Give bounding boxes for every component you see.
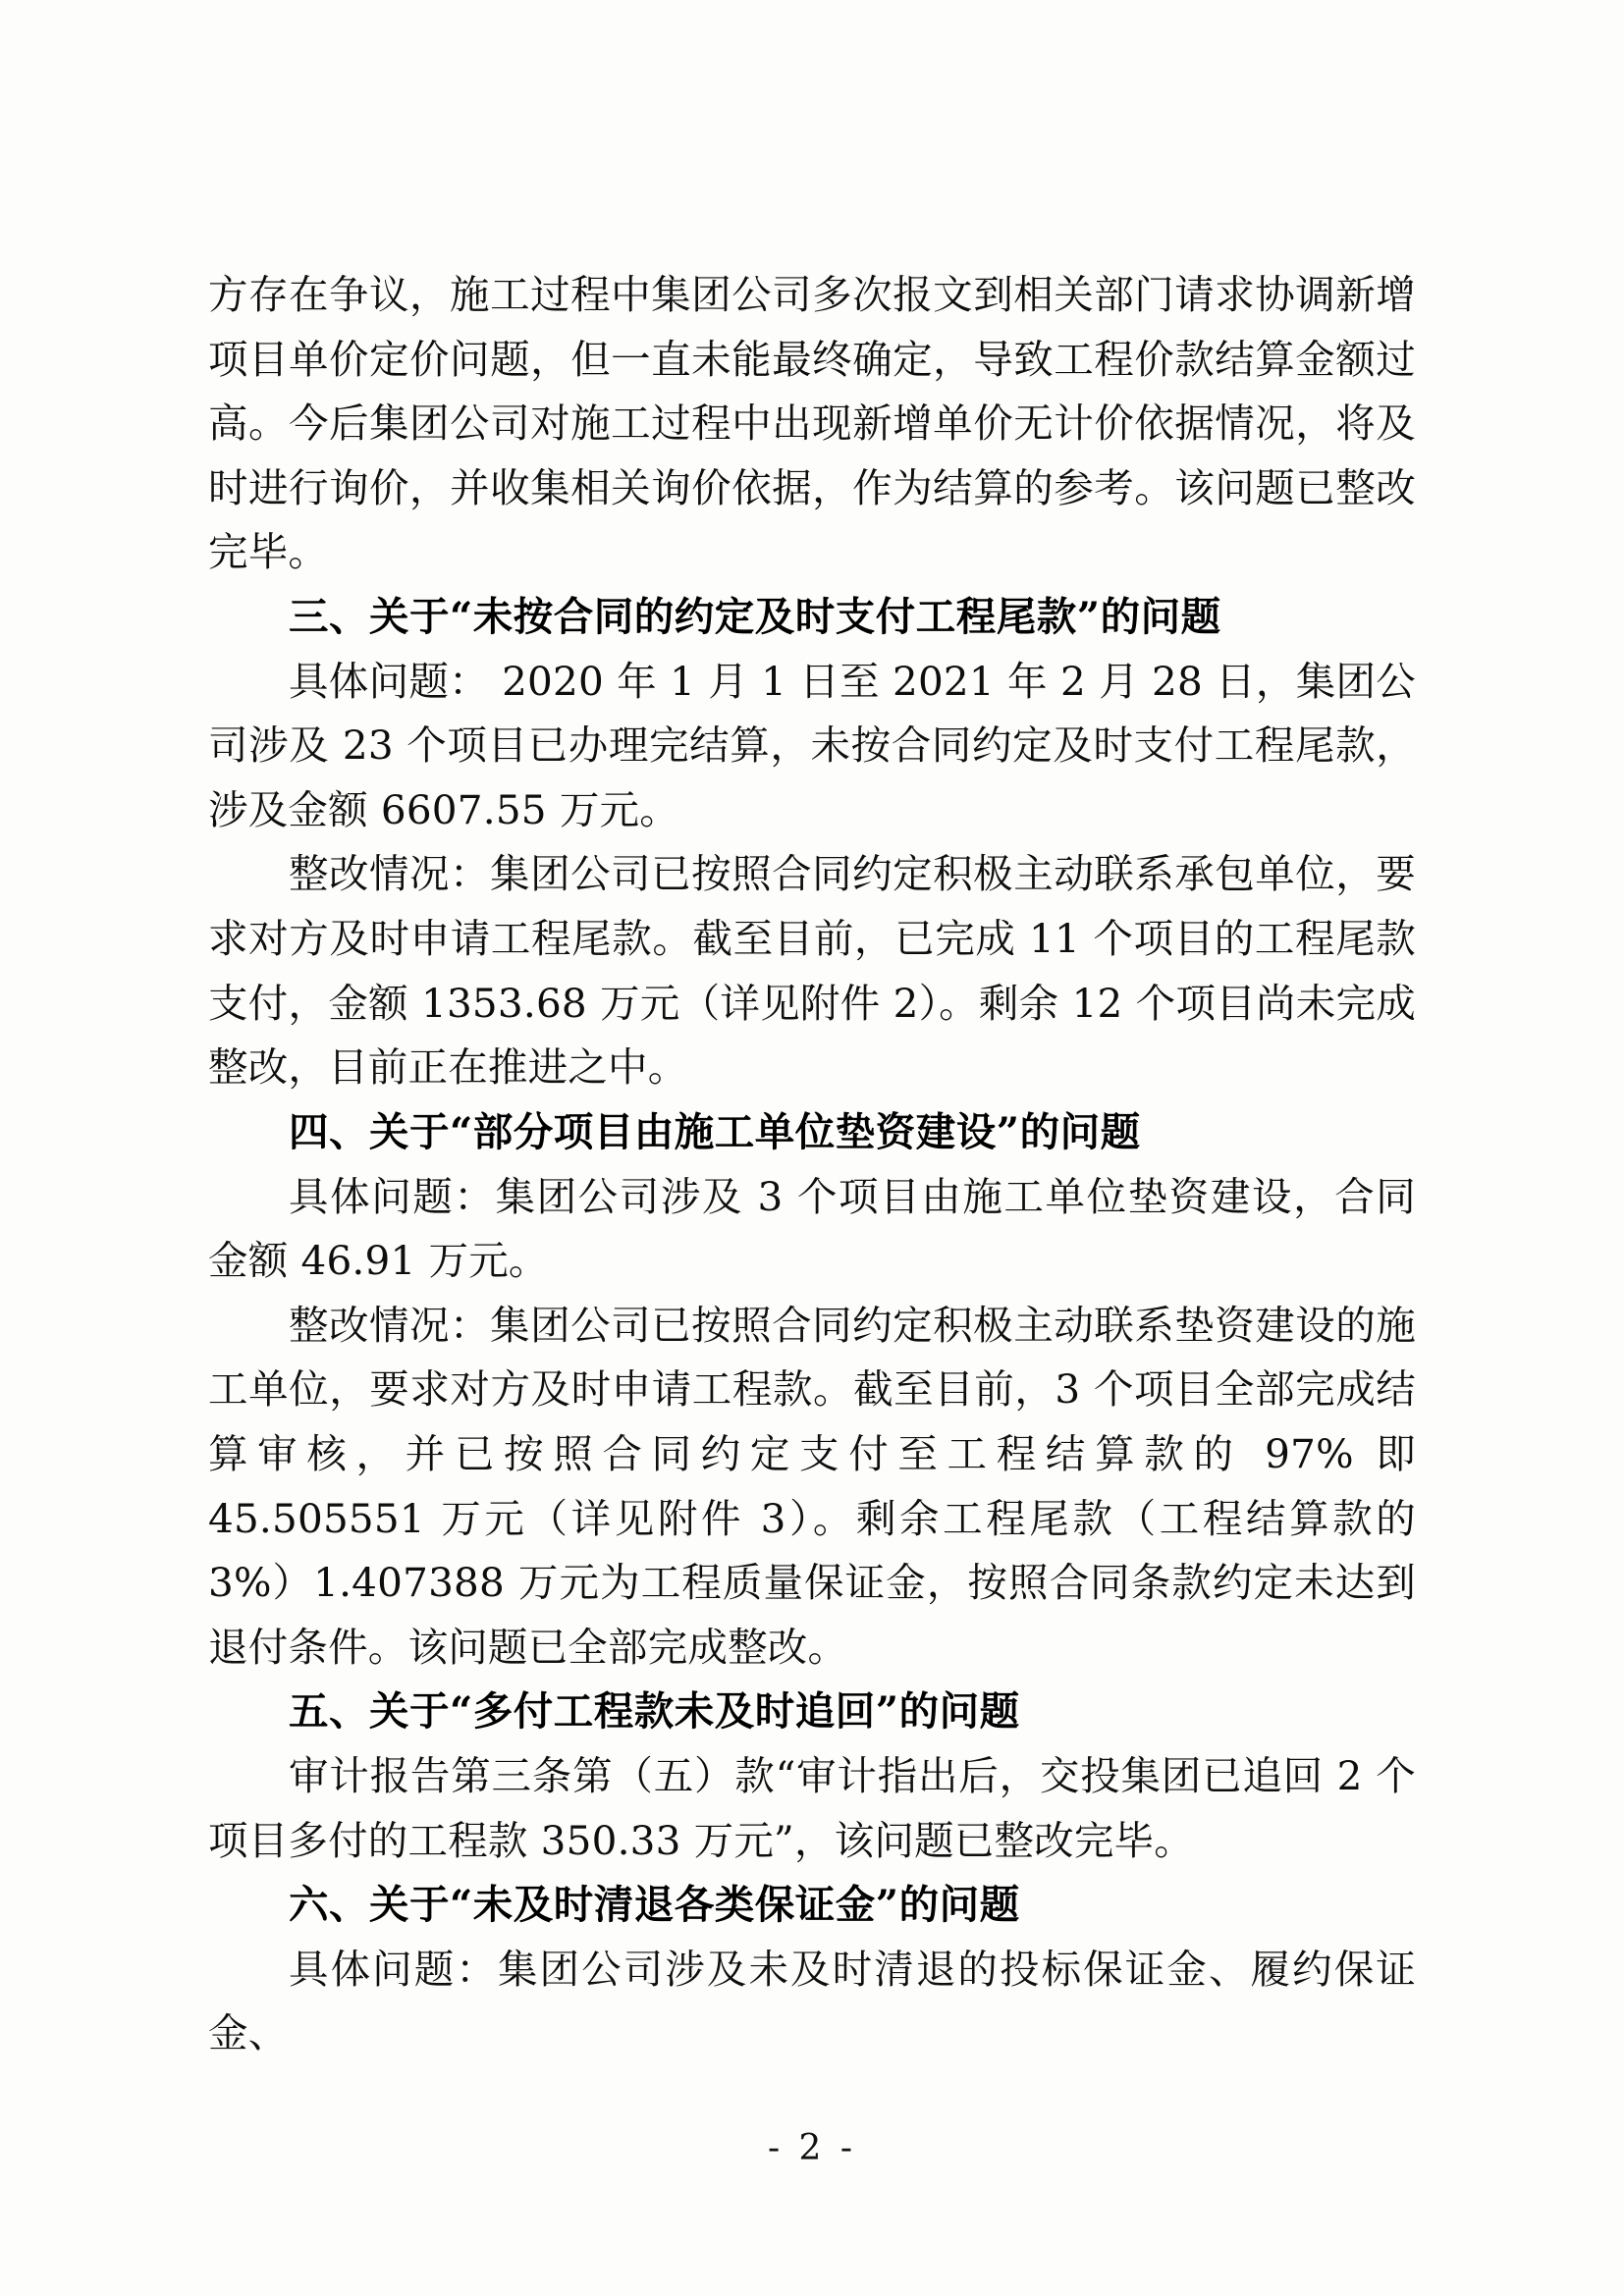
paragraph-item-four-problem: 具体问题：集团公司涉及 3 个项目由施工单位垫资建设，合同金额 46.91 万元。: [208, 1172, 1416, 1285]
heading-item-four: 四、关于“部分项目由施工单位垫资建设”的问题: [289, 1107, 1141, 1155]
page-number: [0, 2128, 1624, 2168]
heading-item-six: 六、关于“未及时清退各类保证金”的问题: [289, 1881, 1020, 1929]
heading-item-five: 五、关于“多付工程款未及时追回”的问题: [289, 1687, 1020, 1735]
paragraph-item-three-problem: 具体问题： 2020 年 1 月 1 日至 2021 年 2 月 28 日，集团公司涉及 23 个项目已办理完结算，未按合同约定及时支付工程尾款，涉及金额 6607.55 万元。: [208, 657, 1416, 833]
paragraph-item-six-problem: 具体问题：集团公司涉及未及时清退的投标保证金、履约保证金、: [208, 1945, 1416, 2057]
document-body: [208, 263, 1416, 2066]
heading-item-three: 三、关于“未按合同的约定及时支付工程尾款”的问题: [289, 593, 1221, 641]
page-number-label: - 2 -: [767, 2128, 857, 2168]
paragraph-item-four-rectification: 整改情况：集团公司已按照合同约定积极主动联系垫资建设的施工单位，要求对方及时申请工程款。截至目前，3 个项目全部完成结算审核，并已按照合同约定支付至工程结算款的 97% 即 45.505551 万元（详见附件 3）。剩余工程尾款（工程结算款的 3%）1.407388 万元为工程质量保证金，按照合同条款约定未达到退付条件。该问题已全部完成整改。: [208, 1301, 1416, 1671]
paragraph-item-five-body: 审计报告第三条第（五）款“审计指出后，交投集团已追回 2 个项目多付的工程款 350.33 万元”，该问题已整改完毕。: [208, 1752, 1416, 1864]
paragraph-item-three-rectification: 整改情况：集团公司已按照合同约定积极主动联系承包单位，要求对方及时申请工程尾款。截至目前，已完成 11 个项目的工程尾款支付，金额 1353.68 万元（详见附件 2）。剩余 12 个项目尚未完成整改，目前正在推进之中。: [208, 850, 1416, 1092]
paragraph-continued-dispute: 方存在争议，施工过程中集团公司多次报文到相关部门请求协调新增项目单价定价问题，但一直未能最终确定，导致工程价款结算金额过高。今后集团公司对施工过程中出现新增单价无计价依据情况，将及时进行询价，并收集相关询价依据，作为结算的参考。该问题已整改完毕。: [208, 271, 1416, 576]
